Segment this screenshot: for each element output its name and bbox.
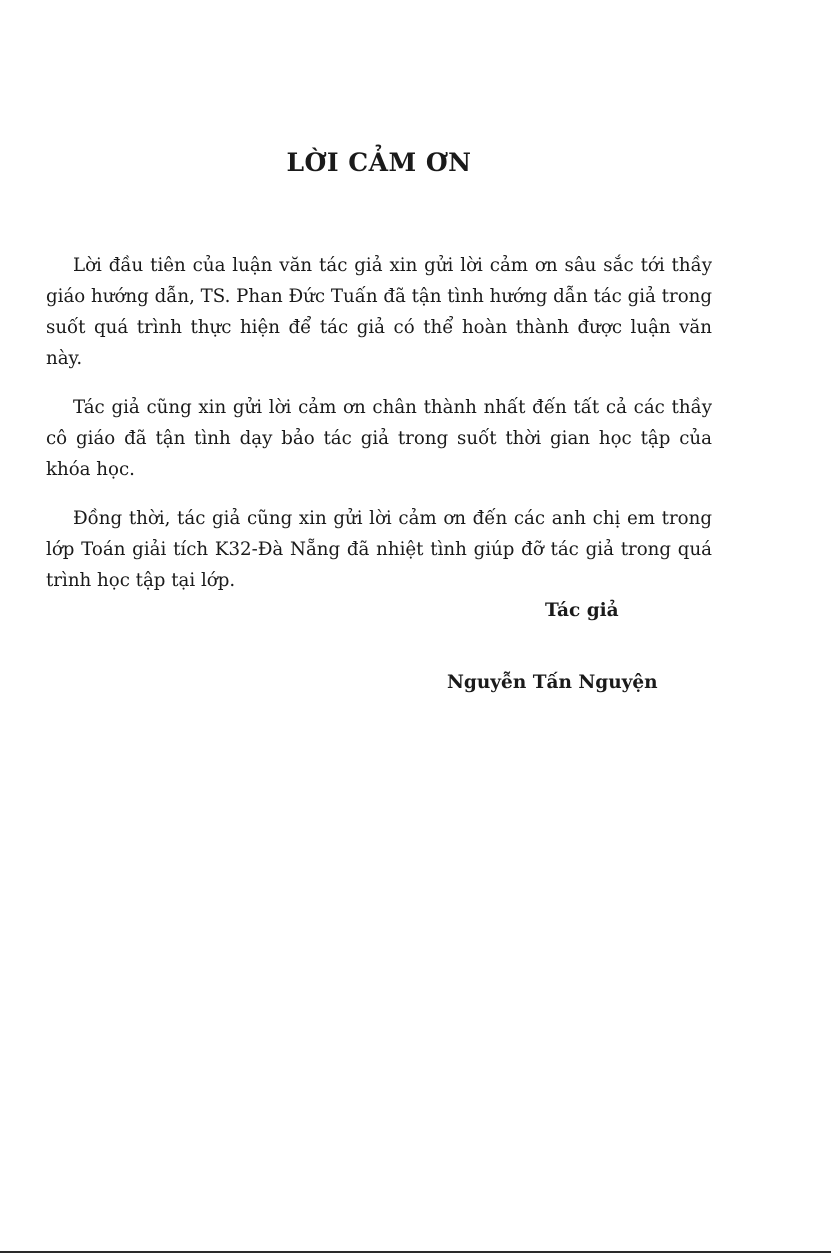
signature-role: Tác giả bbox=[545, 600, 619, 621]
page-title: LỜI CẢM ƠN bbox=[286, 148, 472, 177]
paragraph-1: Lời đầu tiên của luận văn tác giả xin gửi lời cảm ơn sâu sắc tới thầy giáo hướng dẫn, TS. Phan Đức Tuấn đã tận tình hướng dẫn tác giả trong suốt quá trình thực hiện để tác giả có thể hoàn thành được luận văn này. bbox=[46, 255, 712, 369]
acknowledgement-body bbox=[46, 250, 712, 614]
paragraph-3: Đồng thời, tác giả cũng xin gửi lời cảm ơn đến các anh chị em trong lớp Toán giải tích K32-Đà Nẵng đã nhiệt tình giúp đỡ tác giả trong quá trình học tập tại lớp. bbox=[46, 508, 712, 591]
paragraph-2: Tác giả cũng xin gửi lời cảm ơn chân thành nhất đến tất cả các thầy cô giáo đã tận tình dạy bảo tác giả trong suốt thời gian học tập của khóa học. bbox=[46, 397, 712, 480]
signature-name: Nguyễn Tấn Nguyện bbox=[447, 672, 658, 693]
